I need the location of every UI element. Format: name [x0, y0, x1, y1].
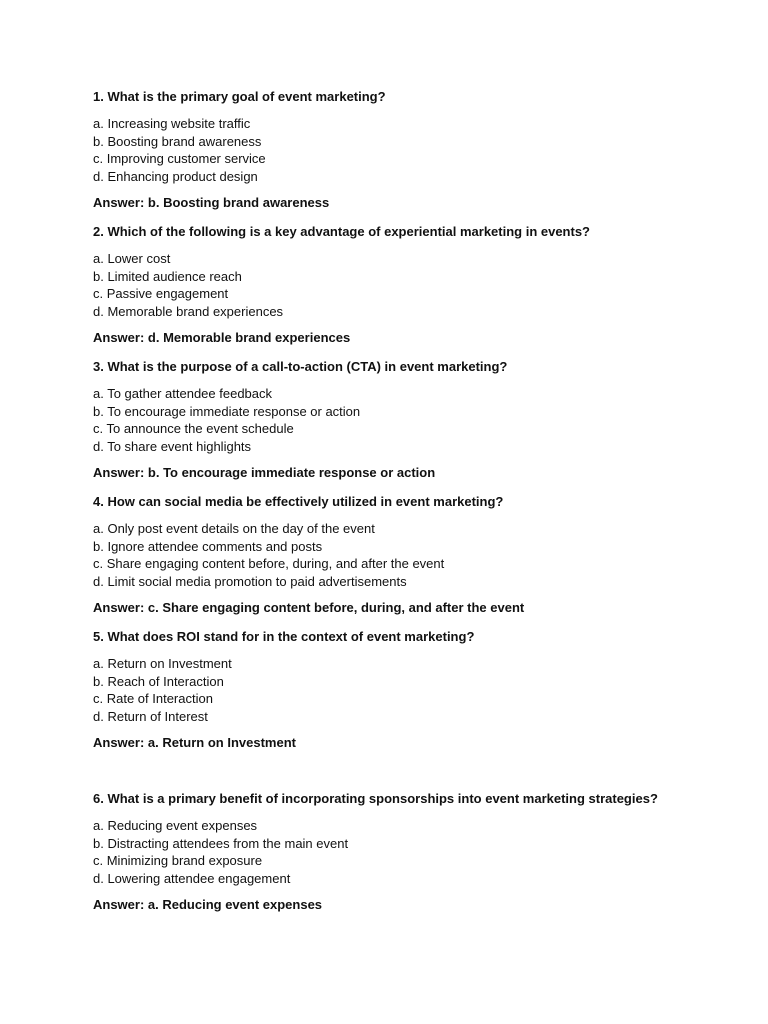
option-b: b. Reach of Interaction — [93, 673, 224, 689]
option-c: c. Improving customer service — [93, 151, 266, 167]
option-d: d. Memorable brand experiences — [93, 303, 284, 319]
question-text: 1. What is the primary goal of event marketing? — [93, 89, 386, 104]
option-d: d. Limit social media promotion to paid advertisements — [93, 573, 407, 589]
question-text: 6. What is a primary benefit of incorporating sponsorships into event marketing strategies? — [93, 791, 658, 806]
question-block-6 — [93, 790, 733, 913]
options-list — [93, 520, 733, 590]
option-b: b. Limited audience reach — [93, 268, 242, 284]
option-a: a. Lower cost — [93, 251, 171, 266]
option-c: c. Share engaging content before, during, and after the event — [93, 556, 445, 572]
option-d: d. Return of Interest — [93, 708, 208, 724]
question-block-5 — [93, 628, 733, 751]
option-d: d. Lowering attendee engagement — [93, 870, 291, 886]
option-c: c. Passive engagement — [93, 286, 229, 302]
answer-text: Answer: b. To encourage immediate response or action — [93, 465, 436, 481]
answer-text: Answer: c. Share engaging content before, during, and after the event — [93, 600, 525, 616]
question-block-2 — [93, 223, 733, 346]
options-list — [93, 385, 733, 455]
answer-text: Answer: b. Boosting brand awareness — [93, 195, 330, 211]
question-text: 3. What is the purpose of a call-to-action (CTA) in event marketing? — [93, 359, 508, 374]
options-list — [93, 817, 733, 887]
answer-text: Answer: a. Reducing event expenses — [93, 897, 323, 913]
question-text: 4. How can social media be effectively utilized in event marketing? — [93, 494, 504, 509]
question-block-1 — [93, 88, 733, 211]
option-a: a. Reducing event expenses — [93, 818, 258, 833]
option-a: a. To gather attendee feedback — [93, 386, 273, 401]
option-a: a. Only post event details on the day of the event — [93, 521, 375, 536]
option-b: b. Distracting attendees from the main event — [93, 835, 349, 851]
question-text: 2. Which of the following is a key advantage of experiential marketing in events? — [93, 224, 591, 239]
option-a: a. Increasing website traffic — [93, 116, 251, 131]
option-d: d. To share event highlights — [93, 438, 252, 454]
question-block-4 — [93, 493, 733, 616]
answer-text: Answer: a. Return on Investment — [93, 735, 296, 751]
option-c: c. Rate of Interaction — [93, 691, 213, 707]
options-list — [93, 115, 733, 185]
option-c: c. Minimizing brand exposure — [93, 853, 263, 869]
answer-text: Answer: d. Memorable brand experiences — [93, 330, 351, 346]
option-b: b. To encourage immediate response or action — [93, 403, 361, 419]
option-b: b. Ignore attendee comments and posts — [93, 538, 323, 554]
question-block-3 — [93, 358, 733, 481]
option-c: c. To announce the event schedule — [93, 421, 294, 437]
option-b: b. Boosting brand awareness — [93, 133, 262, 149]
options-list — [93, 655, 733, 725]
question-text: 5. What does ROI stand for in the context of event marketing? — [93, 629, 475, 644]
option-a: a. Return on Investment — [93, 656, 232, 671]
option-d: d. Enhancing product design — [93, 168, 258, 184]
options-list — [93, 250, 733, 320]
